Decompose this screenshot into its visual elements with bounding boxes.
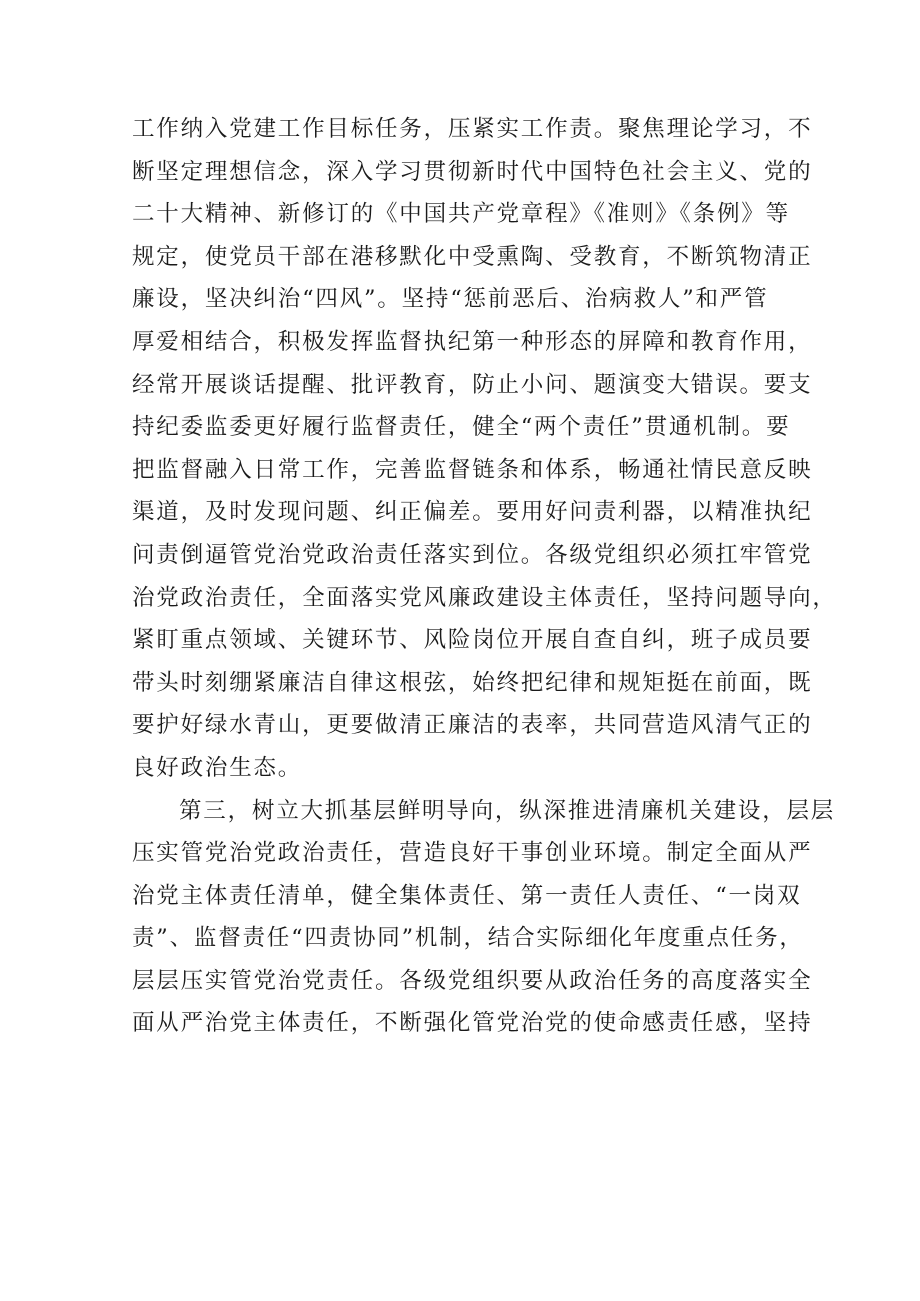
text-line: 治党主体责任清单，健全集体责任、第一责任人责任、“一岗双 (132, 882, 802, 909)
text-line: 二十大精神、新修订的《中国共产党章程》《准则》《条例》等 (132, 201, 790, 228)
text-line: 断坚定理想信念，深入学习贯彻新时代中国特色社会主义、党的 (132, 158, 813, 185)
text-line: 经常开展谈话提醒、批评教育，防止小问、题演变大错误。要支 (132, 371, 813, 398)
text-line: 带头时刻绷紧廉洁自律这根弦，始终把纪律和规矩挺在前面，既 (132, 669, 813, 696)
document-body (132, 108, 837, 1045)
text-line: 良好政治生态。 (132, 754, 303, 781)
text-line: 紧盯重点领域、关键环节、风险岗位开展自查自纠，班子成员要 (132, 627, 813, 654)
text-line: 工作纳入党建工作目标任务，压紧实工作责。聚焦理论学习，不 (132, 116, 813, 142)
text-line: 要护好绿水青山，更要做清正廉洁的表率，共同营造风清气正的 (132, 712, 813, 739)
text-line: 规定，使党员干部在港移默化中受熏陶、受教育，不断筑物清正 (132, 243, 813, 270)
text-line: 第三，树立大抓基层鲜明导向，纵深推进清廉机关建设，层层 (179, 797, 836, 824)
text-line: 厚爱相结合，积极发挥监督执纪第一种形态的屏障和教育作用， (132, 328, 813, 355)
text-line: 面从严治党主体责任，不断强化管党治党的使命感责任感，坚持 (132, 1010, 813, 1037)
paragraph-2 (132, 790, 836, 1046)
paragraph-1 (132, 108, 837, 790)
text-line: 把监督融入日常工作，完善监督链条和体系，畅通社情民意反映 (132, 456, 813, 483)
text-line: 问责倒逼管党治党政治责任落实到位。各级党组织必须扛牢管党 (132, 541, 813, 568)
text-line: 渠道，及时发现问题、纠正偏差。要用好问责利器，以精准执纪 (132, 499, 813, 526)
text-line: 压实管党治党政治责任，营造良好干事创业环境。制定全面从严 (132, 840, 813, 867)
text-line: 层层压实管党治党责任。各级党组织要从政治任务的高度落实全 (132, 967, 813, 994)
text-line: 治党政治责任，全面落实党风廉政建设主体责任，坚持问题导向， (132, 584, 837, 611)
text-line: 廉设，坚决纠治“四风”。坚持“惩前恶后、治病救人”和严管 (132, 286, 769, 313)
text-line: 责”、监督责任“四责协同”机制，结合实际细化年度重点任务， (132, 925, 804, 952)
text-line: 持纪委监委更好履行监督责任，健全“两个责任”贯通机制。要 (132, 414, 791, 441)
